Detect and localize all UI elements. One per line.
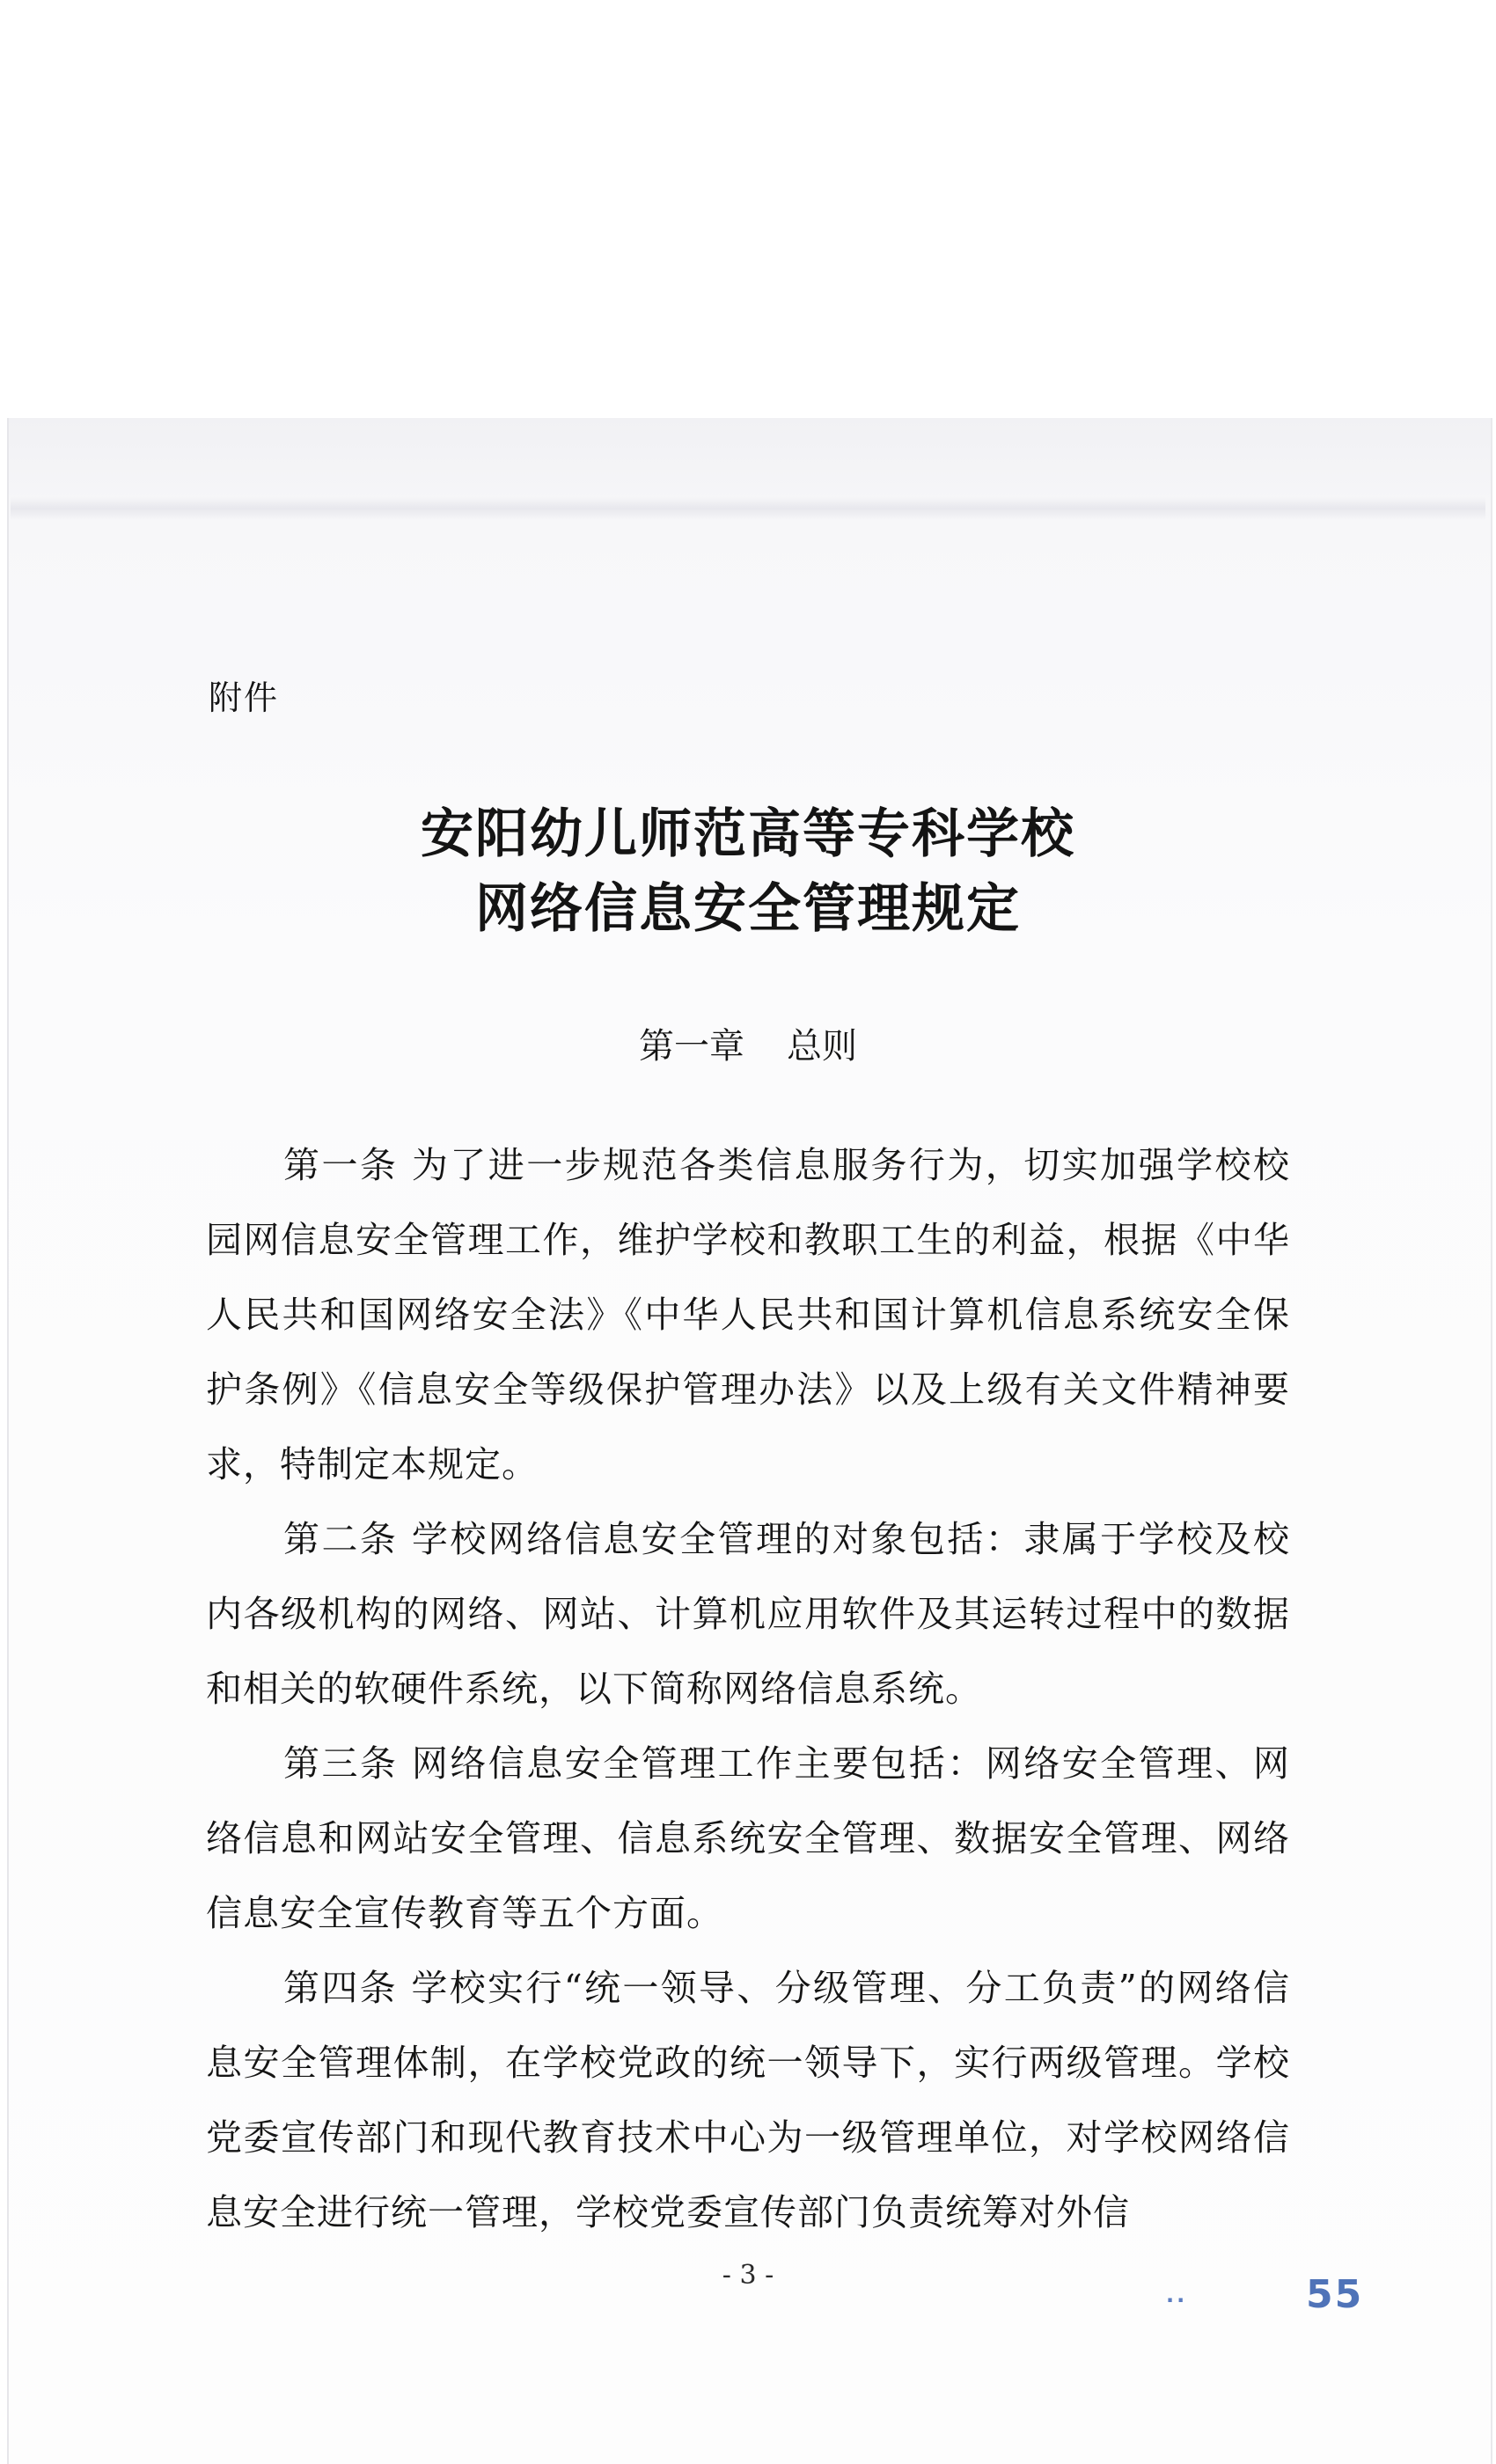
stamp-dots-mark: ..: [1166, 2283, 1188, 2307]
document-title-line-1: 安阳幼儿师范高等专科学校: [421, 803, 1075, 865]
article-4-paragraph: 第四条 学校实行“统一领导、分级管理、分工负责”的网络信息安全管理体制，在学校党政的统一领导下，实行两级管理。学校党委宣传部门和现代教育技术中心为一级管理单位，对学校网络信息安全进行统一管理，学校党委宣传部门负责统筹对外信: [206, 1967, 1290, 2233]
article-3-paragraph: 第三条 网络信息安全管理工作主要包括：网络安全管理、网络信息和网站安全管理、信息系统安全管理、数据安全管理、网络信息安全宣传教育等五个方面。: [206, 1742, 1290, 1934]
stamp-page-mark: 55: [1306, 2272, 1364, 2317]
chapter-number: 第一章: [639, 1026, 744, 1067]
scan-shadow-band: [11, 497, 1485, 520]
chapter-heading: [0, 1018, 1496, 1068]
article-1-paragraph: 第一条 为了进一步规范各类信息服务行为，切实加强学校校园网信息安全管理工作，维护学校和教职工生的利益，根据《中华人民共和国网络安全法》《中华人民共和国计算机信息系统安全保护条例》《信息安全等级保护管理办法》以及上级有关文件精神要求，特制定本规定。: [206, 1144, 1290, 1485]
chapter-name: 总则: [787, 1026, 857, 1067]
document-body: [206, 1128, 1290, 2250]
page-number: - 3 -: [722, 2260, 774, 2291]
blank-top-margin: [0, 0, 1496, 418]
attachment-label: 附件: [209, 678, 280, 717]
document-title-line-2: 网络信息安全管理规定: [475, 878, 1021, 940]
article-2-paragraph: 第二条 学校网络信息安全管理的对象包括：隶属于学校及校内各级机构的网络、网站、计算机应用软件及其运转过程中的数据和相关的软硬件系统，以下简称网络信息系统。: [206, 1518, 1290, 1710]
